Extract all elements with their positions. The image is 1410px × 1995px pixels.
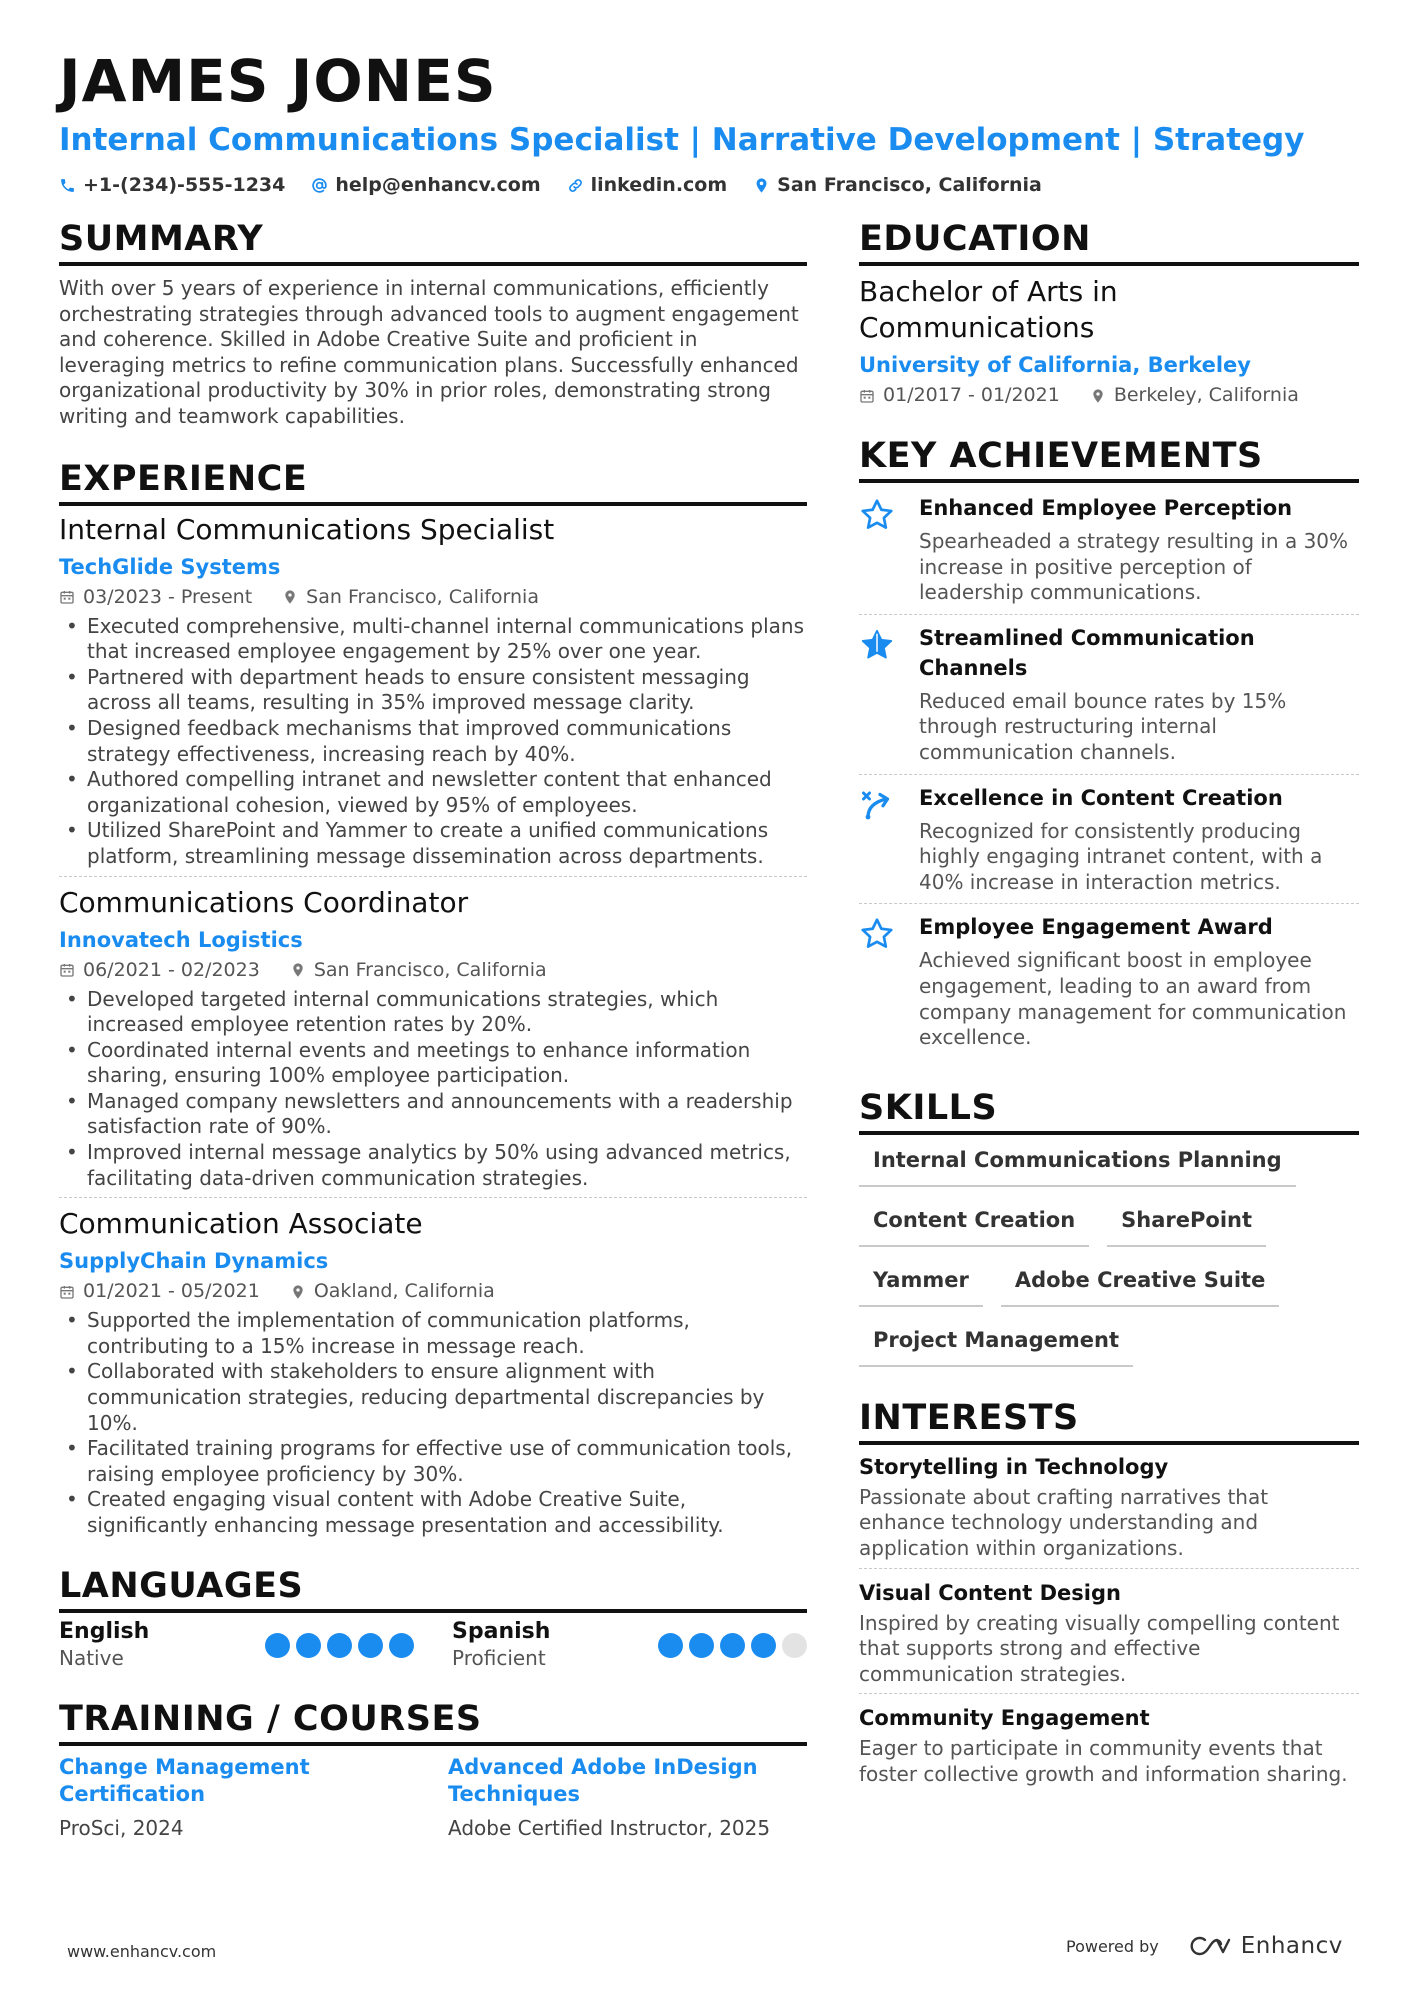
education-section <box>859 218 1359 409</box>
language-item <box>452 1619 807 1672</box>
achievement-icon-wrap <box>859 623 903 766</box>
job-bullet: • Facilitated training programs for effective use of communication tools, raising employee proficiency by 30%. <box>59 1436 807 1487</box>
email-text: help@enhancv.com <box>335 174 541 196</box>
education-meta <box>859 382 1359 409</box>
language-name: English <box>59 1618 150 1644</box>
job-bullet: • Coordinated internal events and meetings to enhance information sharing, ensuring 100% employee participation. <box>59 1038 807 1089</box>
phone-text: +1-(234)-555-1234 <box>83 174 286 196</box>
skill-tag: Internal Communications Planning <box>859 1141 1296 1187</box>
interest-item <box>859 1449 1359 1569</box>
enhancv-logo-icon <box>1187 1934 1231 1958</box>
location-pin-icon <box>290 962 306 978</box>
rating-dot-filled <box>720 1633 745 1658</box>
achievement-desc: Spearheaded a strategy resulting in a 30% increase in positive perception of leadership communications. <box>919 529 1349 605</box>
language-level: Native <box>59 1645 124 1670</box>
job-entry <box>59 512 807 877</box>
achievement-body <box>919 623 1359 766</box>
contact-phone[interactable] <box>59 172 285 198</box>
interests-section <box>859 1397 1359 1794</box>
job-dates <box>59 957 260 984</box>
powered-by-text: Powered by <box>1066 1936 1159 1956</box>
company-name: TechGlide Systems <box>59 554 281 579</box>
achievement-desc: Recognized for consistently producing highly engaging intranet content, with a 40% increase in interaction metrics. <box>919 818 1323 894</box>
location-text: San Francisco, California <box>777 174 1042 196</box>
job-meta <box>59 957 807 984</box>
job-bullet: • Authored compelling intranet and newsletter content that enhanced organizational cohesion, viewed by 95% of employees. <box>59 767 807 818</box>
section-title: SKILLS <box>859 1087 1359 1135</box>
achievement-desc: Achieved significant boost in employee engagement, leading to an award from company management for communication excellence. <box>919 948 1347 1050</box>
job-location-text: San Francisco, California <box>313 958 547 981</box>
rating-dot-filled <box>358 1633 383 1658</box>
job-dates <box>59 584 252 611</box>
achievement-title: Excellence in Content Creation <box>919 785 1283 810</box>
star-outline-icon <box>859 497 895 533</box>
job-bullet: • Designed feedback mechanisms that improved communications strategy effectiveness, increasing reach by 40%. <box>59 716 807 767</box>
left-column <box>59 218 807 1842</box>
rating-dot-filled <box>689 1633 714 1658</box>
job-dates <box>59 1278 260 1305</box>
language-text <box>59 1619 149 1672</box>
brand-name: Enhancv <box>1240 1933 1343 1959</box>
star-outline-icon <box>859 916 895 952</box>
achievement-title: Streamlined Communication Channels <box>919 625 1255 680</box>
resume-header <box>59 48 1359 198</box>
achievement-title: Enhanced Employee Perception <box>919 496 1293 520</box>
school-name: University of California, Berkeley <box>859 353 1251 377</box>
skill-tag: Yammer <box>859 1261 983 1307</box>
linkedin-text: linkedin.com <box>590 174 728 196</box>
job-bullets <box>59 987 807 1192</box>
interest-desc: Passionate about crafting narratives that enhance technology understanding and application within organizations. <box>859 1484 1269 1560</box>
course-title: Advanced Adobe InDesign Techniques <box>448 1754 758 1806</box>
job-bullet: • Executed comprehensive, multi-channel internal communications plans that increased employee engagement by 25% over one year. <box>59 614 807 665</box>
rating-dot-filled <box>751 1633 776 1658</box>
link-icon <box>567 177 584 194</box>
right-column <box>859 218 1359 1799</box>
achievement-body <box>919 912 1359 1050</box>
job-bullet: • Supported the implementation of communication platforms, contributing to a 15% increase in message reach. <box>59 1308 807 1359</box>
education-dates <box>859 382 1060 409</box>
achievements-section <box>859 435 1359 1059</box>
job-dates-text: 01/2021 - 05/2021 <box>83 1280 260 1303</box>
section-title: EXPERIENCE <box>59 458 807 506</box>
achievement-item <box>859 485 1359 615</box>
course-org: ProSci, 2024 <box>59 1815 184 1840</box>
section-title: INTERESTS <box>859 1397 1359 1445</box>
job-bullet: • Managed company newsletters and announcements with a readership satisfaction rate of 90%. <box>59 1089 807 1140</box>
interest-item <box>859 1575 1359 1695</box>
contact-linkedin[interactable] <box>567 172 728 198</box>
rating-dot-filled <box>658 1633 683 1658</box>
job-bullet: • Collaborated with stakeholders to ensure alignment with communication strategies, reducing departmental discrepancies by 10%. <box>59 1359 807 1436</box>
achievement-desc: Reduced email bounce rates by 15% through restructuring internal communication channels. <box>919 688 1287 764</box>
achievement-icon-wrap <box>859 783 903 896</box>
job-location <box>290 957 547 984</box>
at-icon <box>311 177 328 194</box>
achievement-body <box>919 493 1359 606</box>
rating-dot-empty <box>782 1633 807 1658</box>
summary-section <box>59 218 807 430</box>
language-rating <box>265 1633 414 1658</box>
company-name: SupplyChain Dynamics <box>59 1249 329 1274</box>
degree-title: Bachelor of Arts in Communications <box>859 275 1118 344</box>
company-name: Innovatech Logistics <box>59 927 303 952</box>
job-meta <box>59 584 807 611</box>
skill-tag: Project Management <box>859 1321 1133 1367</box>
training-section <box>59 1698 807 1842</box>
job-entry <box>59 1206 807 1544</box>
job-location-text: San Francisco, California <box>306 585 539 608</box>
course-item <box>448 1754 807 1842</box>
section-title: TRAINING / COURSES <box>59 1698 807 1746</box>
job-meta <box>59 1278 807 1305</box>
interest-title: Storytelling in Technology <box>859 1454 1169 1479</box>
language-list <box>59 1619 807 1672</box>
interest-desc: Eager to participate in community events that foster collective growth and information sharing. <box>859 1736 1348 1786</box>
interest-title: Visual Content Design <box>859 1580 1121 1605</box>
job-bullet: • Developed targeted internal communications strategies, which increased employee retention rates by 20%. <box>59 987 807 1038</box>
candidate-name: JAMES JONES <box>59 47 497 115</box>
job-bullet: • Improved internal message analytics by 50% using advanced metrics, facilitating data-driven communication strategies. <box>59 1140 807 1191</box>
course-title: Change Management Certification <box>59 1754 310 1806</box>
language-rating <box>658 1633 807 1658</box>
skill-list <box>859 1141 1359 1367</box>
phone-icon <box>59 177 76 194</box>
experience-section <box>59 458 807 1545</box>
job-title: Internal Communications Specialist <box>59 512 555 546</box>
section-title: EDUCATION <box>859 218 1359 266</box>
achievement-title: Employee Engagement Award <box>919 915 1273 940</box>
course-org: Adobe Certified Instructor, 2025 <box>448 1815 771 1840</box>
job-bullet: • Utilized SharePoint and Yammer to create a unified communications platform, streamlining message dissemination across departments. <box>59 818 807 869</box>
job-title: Communications Coordinator <box>59 885 469 919</box>
location-pin-icon <box>290 1284 306 1300</box>
rating-dot-filled <box>327 1633 352 1658</box>
skills-section <box>859 1087 1359 1367</box>
interest-title: Community Engagement <box>859 1706 1150 1731</box>
section-title: LANGUAGES <box>59 1565 807 1613</box>
job-title: Communication Associate <box>59 1207 423 1241</box>
rating-dot-filled <box>265 1633 290 1658</box>
skill-tag: Content Creation <box>859 1201 1089 1247</box>
achievement-item <box>859 904 1359 1058</box>
education-location-text: Berkeley, California <box>1113 384 1299 406</box>
language-name: Spanish <box>452 1618 551 1644</box>
course-list <box>59 1754 807 1842</box>
job-location-text: Oakland, California <box>313 1280 495 1303</box>
education-dates-text: 01/2017 - 01/2021 <box>883 384 1060 406</box>
languages-section <box>59 1565 807 1672</box>
interest-item <box>859 1700 1359 1793</box>
job-bullet: • Partnered with department heads to ensure consistent messaging across all teams, resulting in 35% improved message clarity. <box>59 665 807 716</box>
job-location <box>282 584 539 611</box>
achievement-item <box>859 775 1359 905</box>
calendar-icon <box>59 1284 75 1300</box>
footer-website[interactable]: www.enhancv.com <box>67 1942 217 1961</box>
achievement-item <box>859 615 1359 775</box>
job-bullet: • Created engaging visual content with Adobe Creative Suite, significantly enhancing message presentation and accessibility. <box>59 1487 807 1538</box>
language-item <box>59 1619 414 1672</box>
contact-location <box>753 172 1042 198</box>
job-dates-text: 03/2023 - Present <box>83 585 253 608</box>
location-pin-icon <box>282 589 298 605</box>
footer-branding <box>1066 1933 1343 1959</box>
calendar-icon <box>59 962 75 978</box>
achievement-icon-wrap <box>859 493 903 606</box>
language-level: Proficient <box>452 1645 546 1670</box>
language-text <box>452 1619 550 1672</box>
job-location <box>290 1278 495 1305</box>
interest-desc: Inspired by creating visually compelling content that supports strong and effective communication strategies. <box>859 1610 1340 1686</box>
course-item <box>59 1754 418 1842</box>
achievement-icon-wrap <box>859 912 903 1050</box>
candidate-headline: Internal Communications Specialist | Narrative Development | Strategy <box>59 122 1305 158</box>
location-pin-icon <box>1090 388 1106 404</box>
job-bullets <box>59 614 807 870</box>
strategy-arrow-icon <box>859 787 895 823</box>
skill-tag: Adobe Creative Suite <box>1001 1261 1280 1307</box>
job-bullets <box>59 1308 807 1538</box>
section-title: KEY ACHIEVEMENTS <box>859 435 1359 483</box>
contact-list <box>59 172 1359 198</box>
location-pin-icon <box>753 177 770 194</box>
job-entry <box>59 885 807 1199</box>
rating-dot-filled <box>296 1633 321 1658</box>
education-location <box>1090 382 1299 409</box>
calendar-icon <box>859 388 875 404</box>
skill-tag: SharePoint <box>1107 1201 1266 1247</box>
job-dates-text: 06/2021 - 02/2023 <box>83 958 260 981</box>
section-title: SUMMARY <box>59 218 807 266</box>
star-filled-icon <box>859 627 895 663</box>
summary-text: With over 5 years of experience in internal communications, efficiently orchestrating strategies through advanced tools to augment engagement and coherence. Skilled in Adobe Creative Suite and proficient in leveraging metrics to refine communication plans. Successfully enhanced organizational productivity by 30% in prior roles, demonstrating strong writing and teamwork capabilities. <box>59 276 799 428</box>
achievement-body <box>919 783 1359 896</box>
contact-email[interactable] <box>311 172 540 198</box>
brand-logo[interactable] <box>1187 1933 1343 1959</box>
calendar-icon <box>59 589 75 605</box>
rating-dot-filled <box>389 1633 414 1658</box>
